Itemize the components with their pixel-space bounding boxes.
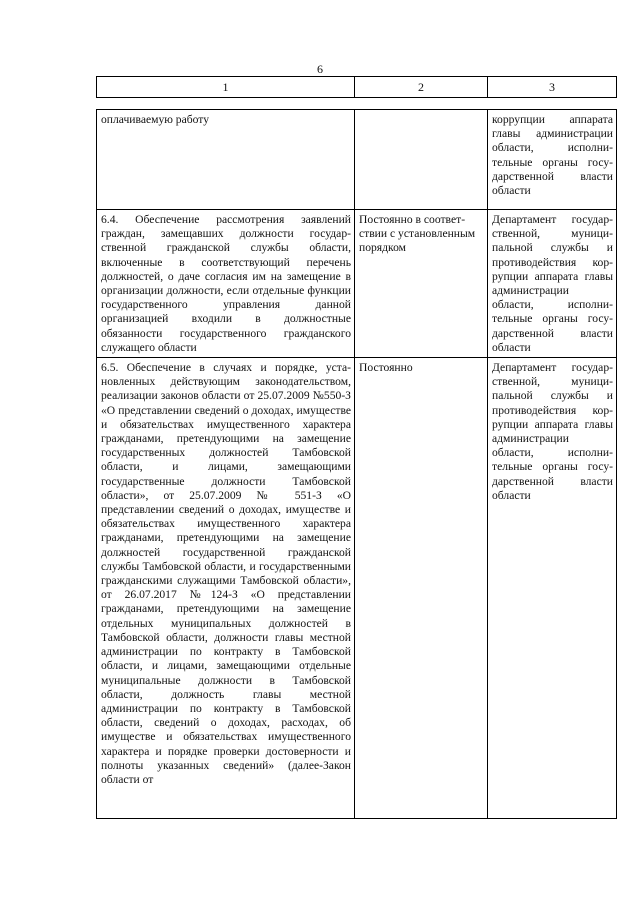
- measure-cell: [97, 358, 355, 819]
- responsible-text: Департамент государственной, муниципальной службы и противодействия коррупции аппарата главы администрации области, исполнительные органы государственной власти области: [492, 213, 613, 354]
- measures-table: [96, 109, 617, 819]
- deadline-cell: [355, 110, 488, 210]
- responsible-cell: [488, 210, 617, 358]
- deadline-text: Постоянно в соответствии с установленным порядком: [359, 213, 476, 255]
- table-row: [97, 210, 617, 358]
- measure-text: оплачиваемую работу: [101, 113, 210, 126]
- measure-cell: [97, 210, 355, 358]
- table-row: [97, 110, 617, 210]
- responsible-text: Департамент государственной, муниципальной службы и противодействия коррупции аппарата главы администрации области, исполнительные органы государственной власти области: [492, 361, 613, 502]
- deadline-cell: [355, 358, 488, 819]
- responsible-text: коррупции аппарата главы администрации области, исполнительные органы государственной власти области: [492, 113, 613, 198]
- measure-cell: [97, 110, 355, 210]
- measure-text: 6.4. Обеспечение рассмотрения заявлений граждан, замещавших должности государственной гражданской службы области, включенные в соответствующий перечень должностей, о даче согласия им на замещение в организации должности, если отдельные функции государственного управления данной организацией входили в должностные обязанности государственного гражданского служащего области: [101, 213, 351, 354]
- column-header-3: 3: [488, 77, 617, 98]
- page-number: 6: [317, 62, 323, 76]
- column-header-table: [96, 76, 617, 98]
- deadline-text: Постоянно: [359, 361, 413, 375]
- table-row: [97, 358, 617, 819]
- column-header-row: [97, 77, 617, 98]
- column-header-1: 1: [97, 77, 355, 98]
- responsible-cell: [488, 358, 617, 819]
- measure-text: 6.5. Обеспечение в случаях и порядке, установленных действующим законодательством, реализации законов области от 25.07.2009 №550-З «О представлении сведений о доходах, имуществе и обязательствах имущественного характера гражданами, претендующими на замещение государственных должностей Тамбовской области, и лицами, замещающими государственные должности Тамбовской области», от 25.07.2009 № 551-З «О представлении сведений о доходах, имуществе и обязательствах имущественного характера гражданами, претендующими на замещение должностей государственной гражданской службы Тамбовской области, и государственными гражданскими служащими Тамбовской области», от 26.07.2017 №124-З «О представлении гражданами, претендующими на замещение отдельных муниципальных должностей в Тамбовской области, должности главы местной администрации по контракту в Тамбовской области, и лицами, замещающими отдельные муниципальные должности в Тамбовской области, должность главы местной администрации по контракту в Тамбовской области, сведений о доходах, расходах, об имуществе и обязательствах имущественного характера и порядке проверки достоверности и полноты указанных сведений» (далее-Закон области от: [101, 361, 351, 786]
- column-header-2: 2: [355, 77, 488, 98]
- responsible-cell: [488, 110, 617, 210]
- deadline-cell: [355, 210, 488, 358]
